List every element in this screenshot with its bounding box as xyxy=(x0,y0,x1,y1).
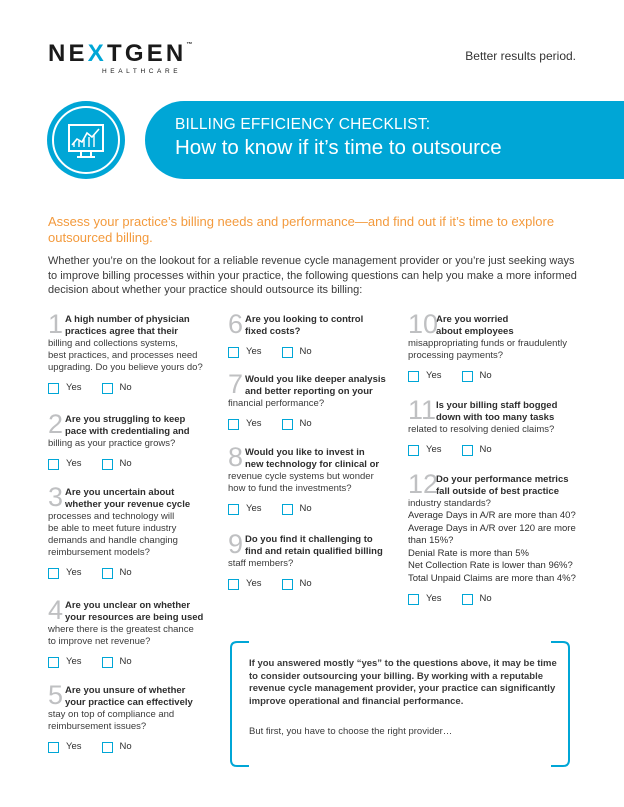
question-body-line: billing and collections systems, xyxy=(48,338,178,349)
question-number: 7 xyxy=(228,369,244,399)
question-body-line: revenue cycle systems but wonder xyxy=(228,471,374,482)
question-10 xyxy=(408,309,583,383)
yes-checkbox[interactable] xyxy=(228,419,239,430)
question-header xyxy=(408,309,583,339)
question-5 xyxy=(48,680,218,754)
yes-label: Yes xyxy=(66,741,82,752)
metric-line: than 15%? xyxy=(408,535,454,546)
question-number: 3 xyxy=(48,482,64,512)
question-number: 12 xyxy=(408,469,439,499)
no-label: No xyxy=(299,418,312,429)
question-body-line: misappropriating funds or fraudulently xyxy=(408,338,567,349)
question-bold-line: Are you unsure of whether xyxy=(65,685,186,696)
yes-no-options xyxy=(228,417,398,431)
no-checkbox[interactable] xyxy=(102,657,113,668)
question-bold-line: about employees xyxy=(436,326,514,337)
question-bold-line: find and retain qualified billing xyxy=(245,546,383,557)
question-body xyxy=(228,558,398,570)
question-bold-line: Are you worried xyxy=(436,314,509,325)
no-checkbox[interactable] xyxy=(102,568,113,579)
question-number: 4 xyxy=(48,595,64,625)
question-bold-line: Do you find it challenging to xyxy=(245,534,373,545)
question-body-line: industry standards? xyxy=(408,498,491,509)
question-header xyxy=(228,442,398,472)
question-bold-line: whether your revenue cycle xyxy=(65,499,191,510)
no-checkbox[interactable] xyxy=(282,347,293,358)
banner-subtitle: How to know if it’s time to outsource xyxy=(175,136,502,159)
question-body-line: demands and handle changing xyxy=(48,535,178,546)
callout-box xyxy=(229,640,571,768)
yes-checkbox[interactable] xyxy=(408,594,419,605)
question-bold-text xyxy=(48,314,218,338)
yes-label: Yes xyxy=(426,370,442,381)
tagline: Better results period. xyxy=(465,49,576,63)
yes-label: Yes xyxy=(426,444,442,455)
callout-footer: But first, you have to choose the right provider… xyxy=(249,726,453,737)
title-banner xyxy=(145,101,624,179)
question-body xyxy=(408,498,583,585)
question-bold-text xyxy=(48,414,218,438)
yes-no-options xyxy=(228,502,398,516)
question-11 xyxy=(408,395,583,457)
no-checkbox[interactable] xyxy=(462,594,473,605)
no-checkbox[interactable] xyxy=(462,371,473,382)
question-number: 6 xyxy=(228,309,244,339)
question-body xyxy=(48,709,218,733)
question-bold-line: Are you unclear on whether xyxy=(65,600,191,611)
metric-line: Denial Rate is more than 5% xyxy=(408,547,529,559)
no-checkbox[interactable] xyxy=(102,742,113,753)
logo-wordmark xyxy=(48,42,192,66)
no-label: No xyxy=(119,382,132,393)
no-label: No xyxy=(119,741,132,752)
yes-no-options xyxy=(408,592,583,606)
logo-subtitle: HEALTHCARE xyxy=(102,68,182,75)
question-bold-text xyxy=(228,534,398,558)
question-body-line: upgrading. Do you believe yours do? xyxy=(48,362,203,373)
question-body-line: processing payments? xyxy=(408,350,504,361)
yes-label: Yes xyxy=(246,346,262,357)
no-label: No xyxy=(479,370,492,381)
question-header xyxy=(408,395,583,425)
yes-no-options xyxy=(228,345,398,359)
yes-no-options xyxy=(228,577,398,591)
yes-no-options xyxy=(48,740,218,754)
question-body xyxy=(48,511,218,559)
question-bold-line: your resources are being used xyxy=(65,612,204,623)
question-bold-line: new technology for clinical or xyxy=(245,459,380,470)
yes-label: Yes xyxy=(246,418,262,429)
yes-label: Yes xyxy=(66,458,82,469)
question-number: 1 xyxy=(48,309,64,339)
question-bold-line: Would you like deeper analysis xyxy=(245,374,386,385)
no-label: No xyxy=(299,578,312,589)
question-body-line: reimbursement models? xyxy=(48,547,150,558)
no-checkbox[interactable] xyxy=(462,445,473,456)
yes-label: Yes xyxy=(66,567,82,578)
banner-title: BILLING EFFICIENCY CHECKLIST: xyxy=(175,116,431,133)
yes-checkbox[interactable] xyxy=(408,445,419,456)
yes-checkbox[interactable] xyxy=(48,459,59,470)
question-bold-line: Would you like to invest in xyxy=(245,447,365,458)
question-body-line: reimbursement issues? xyxy=(48,721,147,732)
question-4 xyxy=(48,595,218,669)
yes-label: Yes xyxy=(246,503,262,514)
question-bold-line: practices agree that their xyxy=(65,326,178,337)
yes-checkbox[interactable] xyxy=(48,742,59,753)
question-number: 9 xyxy=(228,529,244,559)
question-body-line: financial performance? xyxy=(228,398,325,409)
logo-prefix: NE xyxy=(48,40,88,67)
metric-line: Total Unpaid Claims are more than 4%? xyxy=(408,572,576,584)
question-header xyxy=(228,529,398,559)
question-7 xyxy=(228,369,398,431)
question-header xyxy=(48,595,218,625)
yes-label: Yes xyxy=(66,656,82,667)
question-body xyxy=(408,424,583,436)
no-label: No xyxy=(479,593,492,604)
question-bold-line: Is your billing staff bogged xyxy=(436,400,558,411)
question-bold-text xyxy=(48,685,218,709)
question-body xyxy=(48,338,218,374)
question-bold-line: Are you uncertain about xyxy=(65,487,175,498)
question-body-line: processes and technology will xyxy=(48,511,175,522)
no-checkbox[interactable] xyxy=(282,419,293,430)
yes-no-options xyxy=(408,369,583,383)
question-header xyxy=(408,469,583,499)
question-number: 11 xyxy=(408,395,437,425)
no-checkbox[interactable] xyxy=(102,383,113,394)
chart-monitor-icon xyxy=(47,101,125,179)
yes-label: Yes xyxy=(246,578,262,589)
question-body xyxy=(228,471,398,495)
no-checkbox[interactable] xyxy=(282,579,293,590)
question-header xyxy=(48,309,218,339)
no-label: No xyxy=(119,656,132,667)
yes-no-options xyxy=(408,443,583,457)
question-9 xyxy=(228,529,398,591)
question-header xyxy=(48,680,218,710)
yes-checkbox[interactable] xyxy=(48,383,59,394)
yes-label: Yes xyxy=(66,382,82,393)
question-body xyxy=(228,398,398,410)
metric-line: Average Days in A/R are more than 40? xyxy=(408,510,576,521)
question-bold-line: Are you struggling to keep xyxy=(65,414,186,425)
question-bold-line: your practice can effectively xyxy=(65,697,193,708)
question-12 xyxy=(408,469,583,606)
question-8 xyxy=(228,442,398,516)
question-number: 5 xyxy=(48,680,64,710)
question-header xyxy=(228,309,398,339)
no-checkbox[interactable] xyxy=(102,459,113,470)
yes-checkbox[interactable] xyxy=(48,568,59,579)
question-body-line: best practices, and processes need xyxy=(48,350,198,361)
callout-message xyxy=(249,658,559,708)
company-logo xyxy=(48,42,192,75)
question-bold-line: fall outside of best practice xyxy=(436,486,559,497)
question-number: 2 xyxy=(48,409,64,439)
no-checkbox[interactable] xyxy=(282,504,293,515)
question-body-line: staff members? xyxy=(228,558,294,569)
question-number: 8 xyxy=(228,442,244,472)
no-label: No xyxy=(299,346,312,357)
question-bold-line: Do your performance metrics xyxy=(436,474,569,485)
metric-line: Net Collection Rate is lower than 96%? xyxy=(408,560,573,571)
logo-suffix: TGEN xyxy=(106,40,187,67)
yes-label: Yes xyxy=(426,593,442,604)
callout-bold-text: If you answered mostly “yes” to the questions above, it may be time to consider outsourcing your billing. By working with a reputable revenue cycle management provider, your practice can significantly improve operational and financial performance. xyxy=(249,658,557,707)
question-bold-line: down with too many tasks xyxy=(436,412,555,423)
question-bold-text xyxy=(228,374,398,398)
logo-x: X xyxy=(87,40,107,67)
question-body-line: where there is the greatest chance xyxy=(48,624,194,635)
question-number: 10 xyxy=(408,309,439,339)
question-header xyxy=(48,409,218,439)
yes-no-options xyxy=(48,381,218,395)
question-6 xyxy=(228,309,398,359)
no-label: No xyxy=(299,503,312,514)
yes-checkbox[interactable] xyxy=(48,657,59,668)
question-2 xyxy=(48,409,218,471)
yes-no-options xyxy=(48,566,218,580)
yes-checkbox[interactable] xyxy=(408,371,419,382)
no-label: No xyxy=(479,444,492,455)
question-bold-text xyxy=(228,447,398,471)
question-body-line: stay on top of compliance and xyxy=(48,709,175,720)
yes-checkbox[interactable] xyxy=(228,347,239,358)
question-3 xyxy=(48,482,218,580)
question-bold-line: pace with credentialing and xyxy=(65,426,190,437)
question-1 xyxy=(48,309,218,395)
no-label: No xyxy=(119,458,132,469)
question-bold-line: A high number of physician xyxy=(65,314,190,325)
yes-no-options xyxy=(48,655,218,669)
question-body-line: billing as your practice grows? xyxy=(48,438,176,449)
lead-paragraph: Whether you’re on the lookout for a reliable revenue cycle management provider or you’re just seeking ways to improve billing processes within your practice, the following questions can help you make a more informed decision about whether your practice should outsource its billing: xyxy=(48,255,577,296)
logo-trademark: ™ xyxy=(186,42,193,48)
question-bold-text xyxy=(48,487,218,511)
question-bold-text xyxy=(228,314,398,338)
question-bold-text xyxy=(48,600,218,624)
metric-line: Average Days in A/R over 120 are more xyxy=(408,522,576,534)
question-body xyxy=(408,338,583,362)
question-header xyxy=(48,482,218,512)
question-body-line: related to resolving denied claims? xyxy=(408,424,555,435)
yes-checkbox[interactable] xyxy=(228,504,239,515)
question-body xyxy=(48,438,218,450)
question-body-line: be able to meet future industry xyxy=(48,523,177,534)
no-label: No xyxy=(119,567,132,578)
question-bold-line: Are you looking to control xyxy=(245,314,364,325)
question-body xyxy=(48,624,218,648)
question-body-line: how to fund the investments? xyxy=(228,483,352,494)
question-bold-line: and better reporting on your xyxy=(245,386,373,397)
intro-text: Assess your practice’s billing needs and performance—and find out if it’s time to explore outsourced billing. xyxy=(48,214,555,245)
question-header xyxy=(228,369,398,399)
question-body-line: to improve net revenue? xyxy=(48,636,151,647)
yes-checkbox[interactable] xyxy=(228,579,239,590)
question-bold-line: fixed costs? xyxy=(245,326,301,337)
yes-no-options xyxy=(48,457,218,471)
